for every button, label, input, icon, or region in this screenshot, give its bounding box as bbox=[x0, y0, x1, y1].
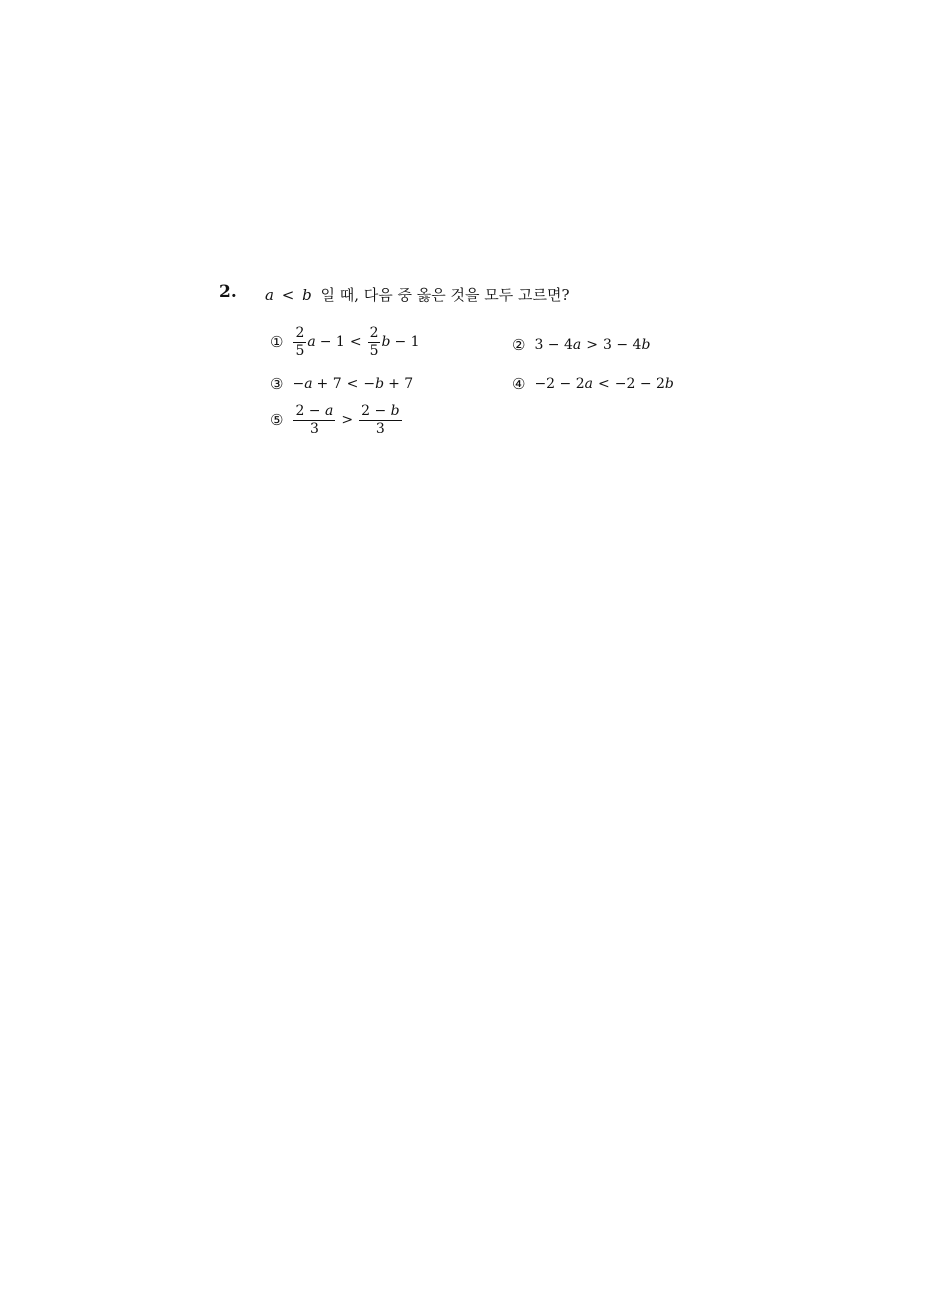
fraction-denominator: 5 bbox=[369, 342, 379, 359]
fraction-denominator: 3 bbox=[375, 420, 385, 437]
choice-4-right-const: −2 − 2 bbox=[614, 376, 665, 392]
stem-text: 일 때, 다음 중 옳은 것을 모두 고르면? bbox=[320, 286, 570, 304]
choice-2-marker: ② bbox=[512, 336, 526, 354]
choice-4-expression bbox=[534, 376, 673, 392]
choice-1-operator: < bbox=[349, 334, 362, 351]
fraction-numerator: 2 bbox=[295, 325, 305, 341]
choice-4-right-var: b bbox=[664, 376, 674, 392]
choice-1-var-a: a bbox=[307, 334, 316, 351]
choice-3[interactable] bbox=[270, 375, 413, 393]
choice-1[interactable] bbox=[270, 326, 420, 358]
choice-2-left-const: 3 − 4 bbox=[534, 337, 573, 353]
fraction-denominator: 3 bbox=[309, 420, 319, 437]
choice-5[interactable] bbox=[270, 404, 403, 436]
choice-1-marker: ① bbox=[270, 333, 284, 352]
stem-variable-b: b bbox=[302, 286, 312, 304]
question-stem bbox=[265, 284, 570, 305]
fraction-numerator: 2 bbox=[369, 325, 379, 341]
choice-2-right-const: 3 − 4 bbox=[603, 337, 642, 353]
choice-2[interactable] bbox=[512, 336, 650, 354]
numerator-const: 2 − bbox=[295, 403, 325, 419]
choice-1-var-b: b bbox=[381, 334, 391, 351]
choice-2-expression bbox=[534, 337, 650, 353]
fraction-numerator bbox=[359, 404, 402, 421]
fraction-denominator: 5 bbox=[295, 342, 305, 359]
numerator-var: b bbox=[390, 403, 400, 419]
choice-3-left-rest: + 7 bbox=[316, 376, 342, 392]
choice-3-left-sign: − bbox=[292, 376, 305, 392]
choice-1-right-fraction bbox=[368, 326, 381, 358]
fraction-numerator bbox=[293, 404, 335, 421]
choice-5-right-fraction bbox=[359, 404, 402, 436]
choice-1-left-rest: − 1 bbox=[319, 334, 345, 351]
choice-4[interactable] bbox=[512, 375, 674, 393]
choice-5-expression bbox=[292, 404, 402, 436]
stem-operator: < bbox=[281, 286, 295, 304]
choice-2-right-var: b bbox=[641, 337, 651, 353]
choice-3-right-rest: + 7 bbox=[388, 376, 414, 392]
choice-5-left-fraction bbox=[293, 404, 335, 436]
choice-3-operator: < bbox=[346, 376, 359, 392]
choice-5-marker: ⑤ bbox=[270, 411, 284, 430]
choice-4-operator: < bbox=[598, 376, 610, 392]
numerator-var: a bbox=[325, 403, 334, 419]
choice-5-operator: > bbox=[341, 412, 354, 429]
stem-variable-a: a bbox=[265, 286, 274, 304]
choice-2-left-var: a bbox=[572, 337, 582, 353]
choice-3-expression bbox=[292, 376, 413, 392]
choice-1-left-fraction bbox=[293, 326, 306, 358]
choice-4-marker: ④ bbox=[512, 375, 526, 393]
numerator-const: 2 − bbox=[361, 403, 391, 419]
choice-3-marker: ③ bbox=[270, 375, 284, 393]
choice-2-operator: > bbox=[586, 337, 598, 353]
choice-1-expression bbox=[292, 326, 419, 358]
choice-4-left-const: −2 − 2 bbox=[534, 376, 585, 392]
choice-4-left-var: a bbox=[584, 376, 593, 392]
choice-3-right-sign: − bbox=[363, 376, 376, 392]
choice-1-right-rest: − 1 bbox=[394, 334, 420, 351]
choice-3-right-var: b bbox=[375, 376, 385, 392]
question-number: 2. bbox=[219, 282, 237, 302]
choice-3-left-var: a bbox=[304, 376, 313, 392]
